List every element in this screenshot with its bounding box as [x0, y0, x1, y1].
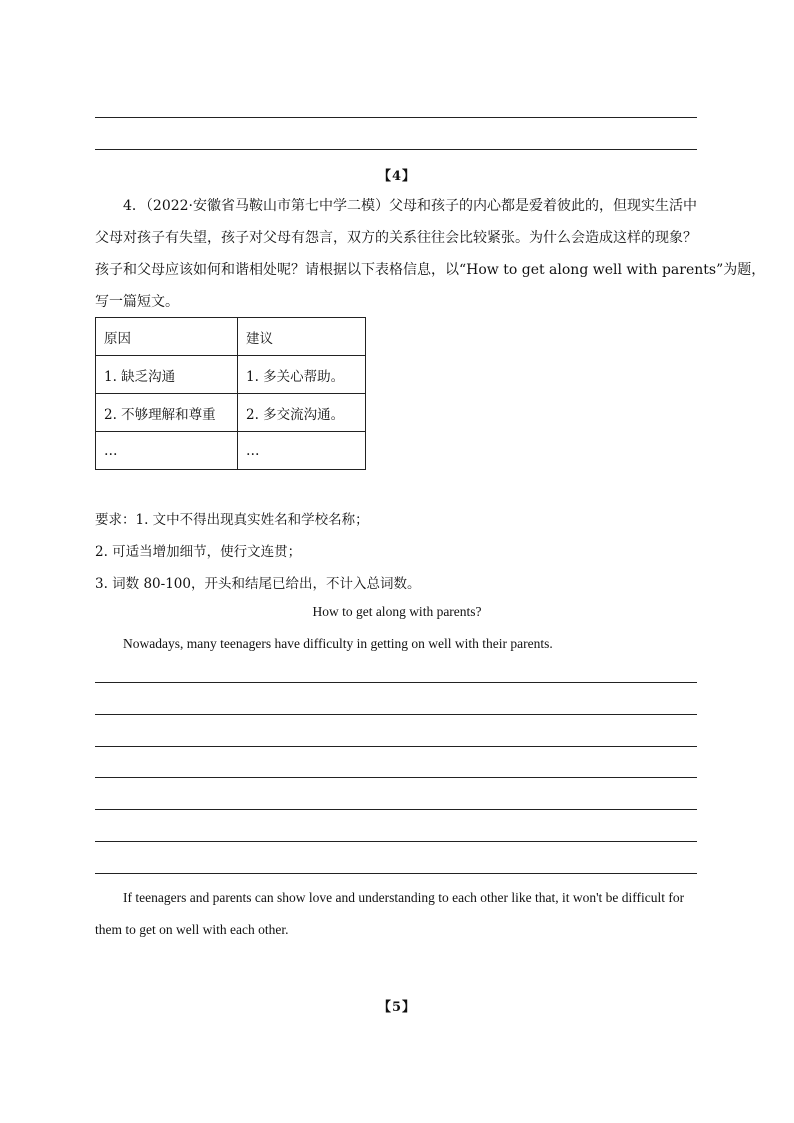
writing-line: [95, 714, 697, 715]
writing-line: [95, 777, 697, 778]
table-header-cell: 建议: [238, 318, 366, 356]
answer-line: [95, 117, 697, 118]
essay-closing-line: them to get on well with each other.: [95, 922, 289, 937]
essay-title: How to get along with parents?: [312, 604, 482, 619]
requirement-line: 要求：1. 文中不得出现真实姓名和学校名称；: [95, 512, 369, 528]
question-line: 孩子和父母应该如何和谐相处呢？请根据以下表格信息，以“How to get along well with parents”为题，: [95, 262, 766, 278]
writing-line: [95, 746, 697, 747]
table-cell: 1. 缺乏沟通: [96, 356, 238, 394]
table-row: [96, 394, 366, 432]
essay-opening: Nowadays, many teenagers have difficulty in getting on well with their parents.: [123, 636, 553, 651]
answer-line: [95, 149, 697, 150]
writing-line: [95, 873, 697, 874]
info-table: [95, 317, 366, 470]
writing-line: [95, 809, 697, 810]
requirement-line: 3. 词数 80-100，开头和结尾已给出，不计入总词数。: [95, 576, 421, 592]
question-line: 写一篇短文。: [95, 294, 179, 310]
table-header-cell: 原因: [96, 318, 238, 356]
writing-line: [95, 841, 697, 842]
page-label-top: 【4】: [377, 169, 417, 184]
table-row: [96, 432, 366, 470]
essay-closing-line: If teenagers and parents can show love and understanding to each other like that, it won't be difficult for: [123, 890, 685, 905]
table-cell: …: [238, 432, 366, 470]
table-cell: 2. 不够理解和尊重: [96, 394, 238, 432]
question-line: 父母对孩子有失望，孩子对父母有怨言，双方的关系往往会比较紧张。为什么会造成这样的现象？: [95, 230, 697, 246]
question-line: 4．（2022·安徽省马鞍山市第七中学二模）父母和孩子的内心都是爱着彼此的，但现实生活中: [123, 198, 697, 214]
table-header-row: [96, 318, 366, 356]
table-cell: …: [96, 432, 238, 470]
table-cell: 2. 多交流沟通。: [238, 394, 366, 432]
writing-line: [95, 682, 697, 683]
page-label-bottom: 【5】: [377, 1000, 417, 1015]
table-row: [96, 356, 366, 394]
table-cell: 1. 多关心帮助。: [238, 356, 366, 394]
requirement-line: 2. 可适当增加细节，使行文连贯；: [95, 544, 302, 560]
question-prompt: [95, 190, 766, 318]
